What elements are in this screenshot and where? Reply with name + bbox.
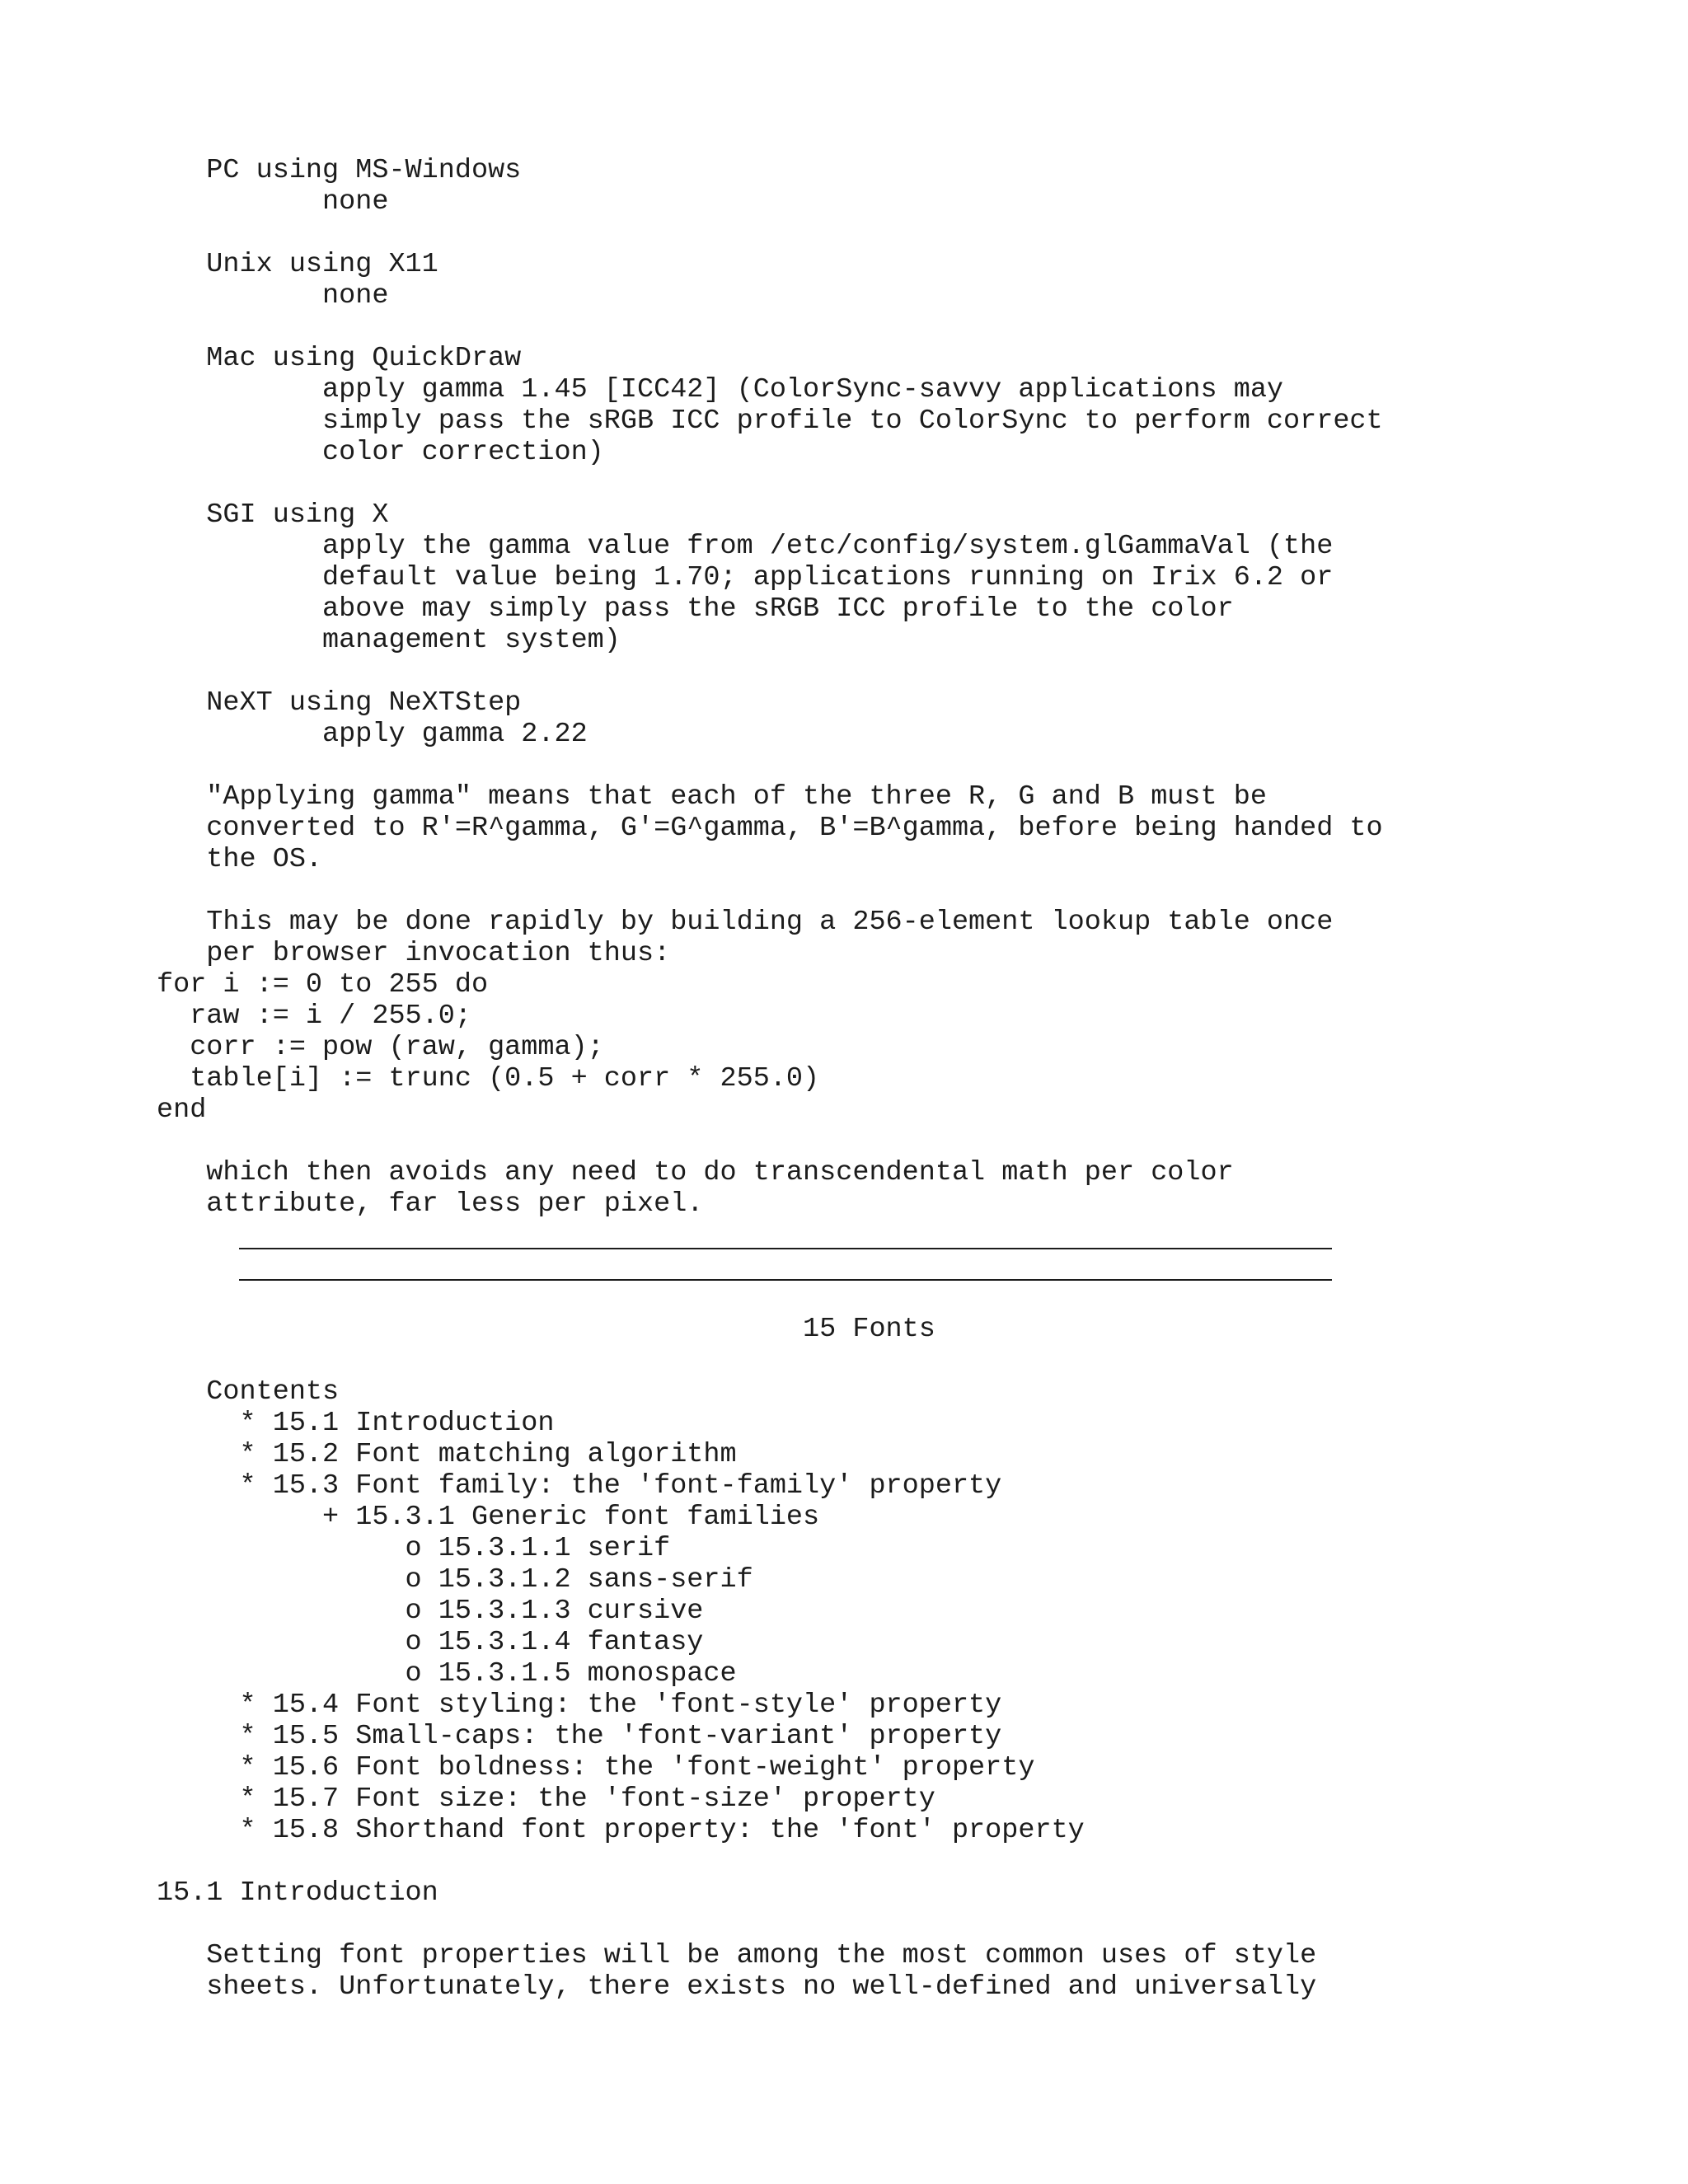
platform-detail-line: color correction) — [157, 437, 604, 468]
platform-name: NeXT using NeXTStep — [157, 687, 522, 719]
paragraph-line: "Applying gamma" means that each of the three R, G and B must be — [157, 781, 1267, 813]
toc-item: * 15.3 Font family: the 'font-family' property — [157, 1470, 1002, 1502]
paragraph-line: attribute, far less per pixel. — [157, 1188, 704, 1220]
platform-detail-line: none — [157, 280, 389, 312]
platform-detail-line: apply gamma 2.22 — [157, 719, 588, 750]
platform-detail-line: management system) — [157, 625, 621, 656]
horizontal-rule — [239, 1251, 1332, 1282]
paragraph-line: sheets. Unfortunately, there exists no well-defined and universally — [157, 1971, 1317, 2003]
toc-item: * 15.2 Font matching algorithm — [157, 1439, 737, 1470]
toc-item: * 15.6 Font boldness: the 'font-weight' property — [157, 1752, 1035, 1783]
section-heading: 15.1 Introduction — [157, 1877, 438, 1909]
contents-heading: Contents — [157, 1376, 340, 1408]
platform-detail-line: apply gamma 1.45 [ICC42] (ColorSync-savvy applications may — [157, 374, 1284, 405]
toc-item: * 15.4 Font styling: the 'font-style' property — [157, 1690, 1002, 1721]
toc-item: * 15.8 Shorthand font property: the 'font' property — [157, 1815, 1085, 1846]
platform-name: PC using MS-Windows — [157, 155, 522, 186]
platform-detail-line: none — [157, 186, 389, 218]
toc-item: * 15.7 Font size: the 'font-size' property — [157, 1783, 935, 1815]
toc-item: o 15.3.1.1 serif — [157, 1533, 671, 1564]
toc-item: + 15.3.1 Generic font families — [157, 1502, 820, 1533]
toc-item: o 15.3.1.3 cursive — [157, 1596, 704, 1627]
platform-detail-line: above may simply pass the sRGB ICC profile to the color — [157, 593, 1234, 625]
toc-item: o 15.3.1.4 fantasy — [157, 1627, 704, 1658]
toc-item: * 15.1 Introduction — [157, 1408, 555, 1439]
paragraph-line: which then avoids any need to do transcendental math per color — [157, 1157, 1234, 1188]
paragraph-line: converted to R'=R^gamma, G'=G^gamma, B'=B^gamma, before being handed to — [157, 813, 1383, 844]
code-line: end — [157, 1094, 207, 1126]
chapter-title: 15 Fonts — [157, 1314, 935, 1345]
platform-name: Mac using QuickDraw — [157, 343, 522, 374]
paragraph-line: Setting font properties will be among the most common uses of style — [157, 1940, 1317, 1971]
code-line: corr := pow (raw, gamma); — [157, 1032, 604, 1063]
horizontal-rule — [239, 1220, 1332, 1251]
code-line: for i := 0 to 255 do — [157, 969, 489, 1001]
platform-name: Unix using X11 — [157, 249, 438, 280]
platform-name: SGI using X — [157, 499, 389, 531]
paragraph-line: per browser invocation thus: — [157, 938, 671, 969]
paragraph-line: This may be done rapidly by building a 256-element lookup table once — [157, 907, 1334, 938]
toc-item: o 15.3.1.2 sans-serif — [157, 1564, 753, 1596]
platform-detail-line: default value being 1.70; applications running on Irix 6.2 or — [157, 562, 1334, 593]
paragraph-line: the OS. — [157, 844, 323, 875]
platform-detail-line: simply pass the sRGB ICC profile to ColorSync to perform correct — [157, 405, 1383, 437]
code-line: raw := i / 255.0; — [157, 1001, 471, 1032]
code-line: table[i] := trunc (0.5 + corr * 255.0) — [157, 1063, 820, 1094]
toc-item: * 15.5 Small-caps: the 'font-variant' property — [157, 1721, 1002, 1752]
platform-detail-line: apply the gamma value from /etc/config/system.glGammaVal (the — [157, 531, 1334, 562]
toc-item: o 15.3.1.5 monospace — [157, 1658, 737, 1690]
document-body — [157, 155, 1383, 2003]
